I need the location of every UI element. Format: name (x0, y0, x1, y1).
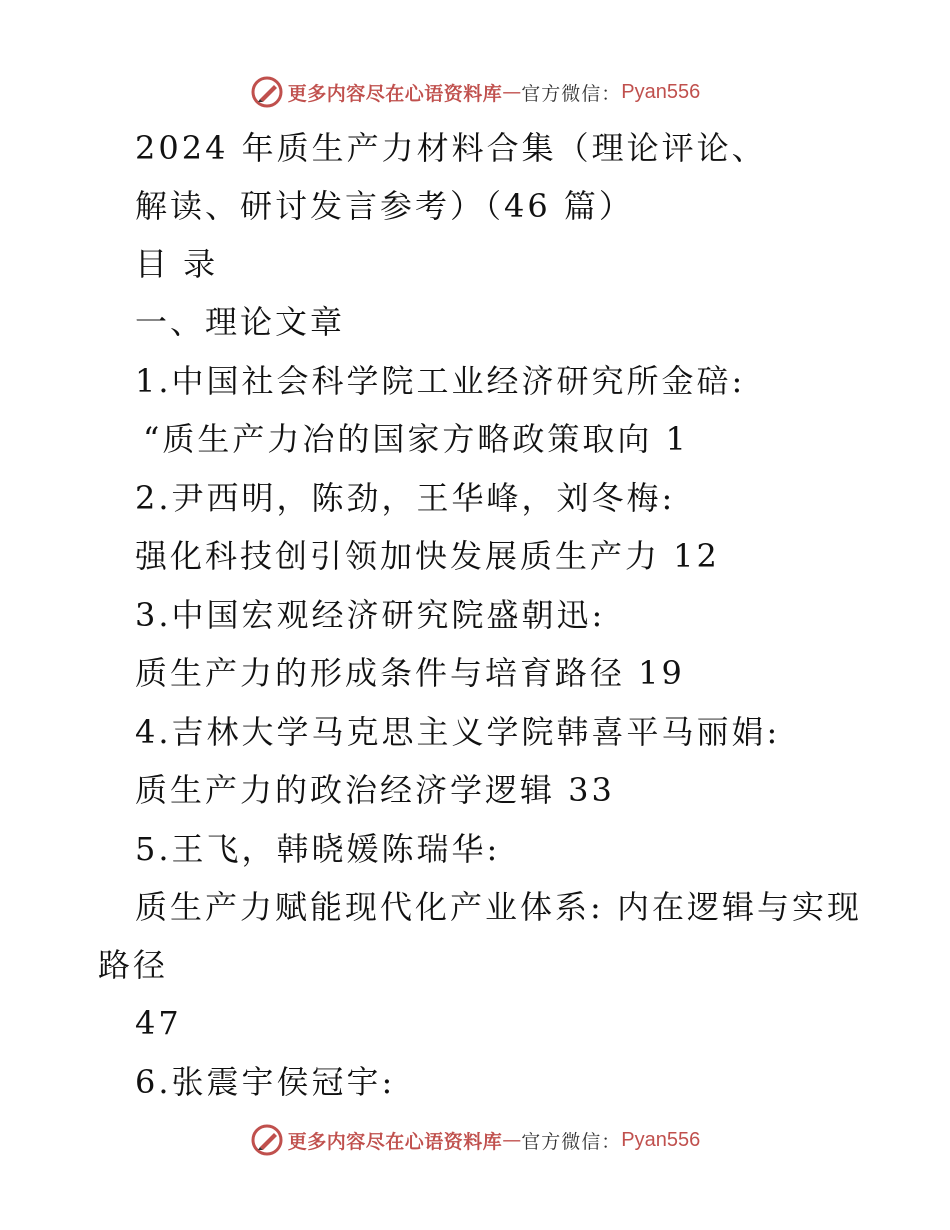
toc-entry-author: 6.张震宇侯冠宇: (135, 1063, 396, 1101)
toc-heading: 目 录 (135, 245, 219, 283)
watermark-dash: — (502, 1129, 522, 1151)
toc-entry-title: 质生产力的形成条件与培育路径 19 (135, 654, 685, 692)
watermark-official: 官方微信： (521, 82, 622, 105)
toc-entry-author: 2.尹西明，陈劲，王华峰，刘冬梅: (135, 479, 676, 517)
toc-entry-title: 强化科技创引领加快发展质生产力 12 (135, 537, 720, 575)
toc-entry-author: 1.中国社会科学院工业经济研究所金碚: (135, 362, 746, 400)
section-heading: 一、理论文章 (135, 303, 346, 341)
toc-entry-title: “质生产力冶的国家方略政策取向 1 (143, 420, 689, 458)
title-line-2: 解读、研讨发言参考）（46 篇） (135, 187, 634, 225)
toc-entry-title: 质生产力的政治经济学逻辑 33 (135, 771, 615, 809)
toc-entry-page: 47 (135, 1004, 182, 1042)
toc-entry-title-continued: 路径 (98, 946, 169, 984)
title-line-1: 2024 年质生产力材料合集（理论评论、 (135, 129, 767, 167)
toc-entry-author: 3.中国宏观经济研究院盛朝迅: (135, 596, 606, 634)
watermark-official: 官方微信： (521, 1130, 622, 1153)
watermark-text: 更多内容尽在心语资料库 (287, 1130, 503, 1153)
toc-entry-author: 4.吉林大学马克思主义学院韩喜平马丽娟: (135, 713, 781, 751)
watermark-wechat-id: Pyan556 (621, 1128, 701, 1151)
watermark-header (0, 72, 950, 112)
toc-entry-title: 质生产力赋能现代化产业体系: 内在逻辑与实现 (135, 888, 862, 926)
toc-entry-author: 5.王飞，韩晓媛陈瑞华: (135, 830, 501, 868)
watermark-wechat-id: Pyan556 (621, 80, 701, 103)
watermark-dash: — (502, 81, 522, 103)
pen-logo-icon (250, 1123, 284, 1157)
watermark-footer (0, 1120, 950, 1160)
pen-logo-icon (250, 75, 284, 109)
watermark-text: 更多内容尽在心语资料库 (287, 82, 503, 105)
